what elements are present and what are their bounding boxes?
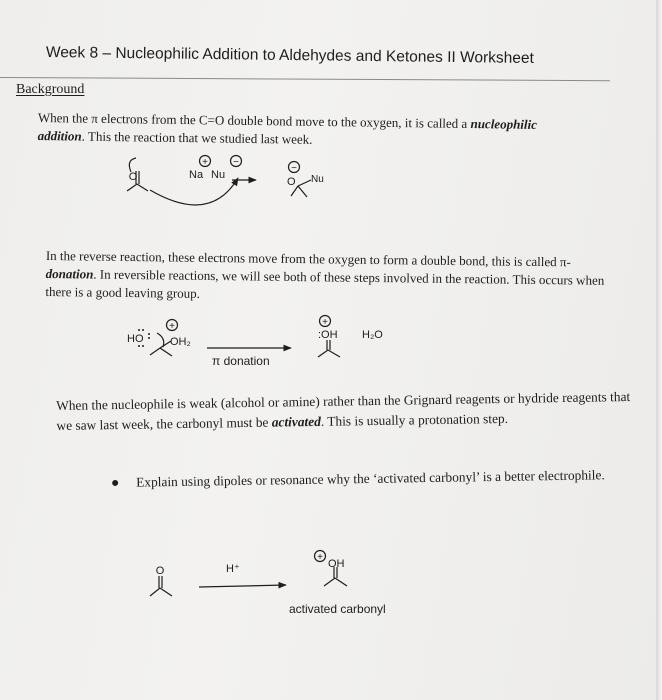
scheme1-electron-arrow-small (129, 158, 136, 172)
scheme1-carbonyl-oxygen: O (128, 171, 138, 183)
scheme1-minus-sign: − (233, 157, 239, 168)
scheme2-hydroxyl-label: HO (127, 333, 144, 345)
para2-text-start: In the reverse reaction, these electrons move from the oxygen to form a double bond, this is called π- (45, 247, 571, 270)
para3-text-start: When the nucleophile is weak (alcohol or amine) rather than the Grignard reagents or hydride reagents that we saw last week, the carbonyl must be (56, 388, 631, 433)
scheme2-tetrahedral-structure (150, 341, 172, 356)
scheme2-oxonium-label: :OH (318, 329, 338, 341)
para2-text-end: . In reversible reactions, we will see both of these steps involved in the reaction. This occurs when there is a good leaving group. (45, 266, 605, 301)
scheme2-water-byproduct: H₂O (362, 329, 383, 341)
scheme1-sodium-label: Na (189, 169, 204, 181)
term-pi-donation: donation (45, 265, 94, 282)
scheme3-protonated-oh: OH (328, 558, 345, 570)
scheme3-proton-reagent: H⁺ (226, 563, 240, 575)
scheme1-nucleophile-label: Nu (211, 169, 226, 181)
para1-text-start: When the π electrons from the C=O double bond move to the oxygen, it is called a (37, 109, 471, 132)
scheme3-plus-sign: + (317, 552, 323, 563)
term-nucleophilic-addition: nucleophilic addition (37, 116, 538, 144)
scheme2-water-leaving-group: OH₂ (170, 336, 191, 348)
scheme1-product-nucleophile: Nu (311, 174, 324, 185)
scheme2-oxonium-structure (318, 340, 340, 357)
question-text: Explain using dipoles or resonance why the ‘activated carbonyl’ is a better electrophile. (136, 467, 605, 490)
scheme3-carbonyl-oxygen: O (155, 565, 165, 577)
worksheet-title: Week 8 – Nucleophilic Addition to Aldehydes and Ketones II Worksheet (45, 44, 534, 67)
scheme3-caption: activated carbonyl (289, 602, 386, 616)
scheme2-electron-arrow-icon (157, 333, 164, 347)
scheme3-ketone-structure (150, 576, 172, 596)
scheme1-product-oxygen: O (287, 176, 296, 188)
para1-text-end: . This the reaction that we studied last week. (81, 128, 313, 147)
para3-text-end: . This is usually a protonation step. (320, 410, 509, 429)
term-activated: activated (271, 413, 321, 430)
scheme1-plus-sign: + (202, 157, 208, 168)
scheme1-curved-arrow-icon (150, 178, 238, 205)
scheme2-plus-sign: + (169, 321, 175, 332)
scheme3-reaction-arrow-icon (199, 585, 286, 587)
scheme2-pi-donation-label: π donation (212, 354, 270, 368)
background-heading: Background (16, 82, 85, 97)
scheme2-product-plus-sign: + (322, 317, 328, 328)
scheme1-product-minus-sign: − (291, 163, 297, 174)
